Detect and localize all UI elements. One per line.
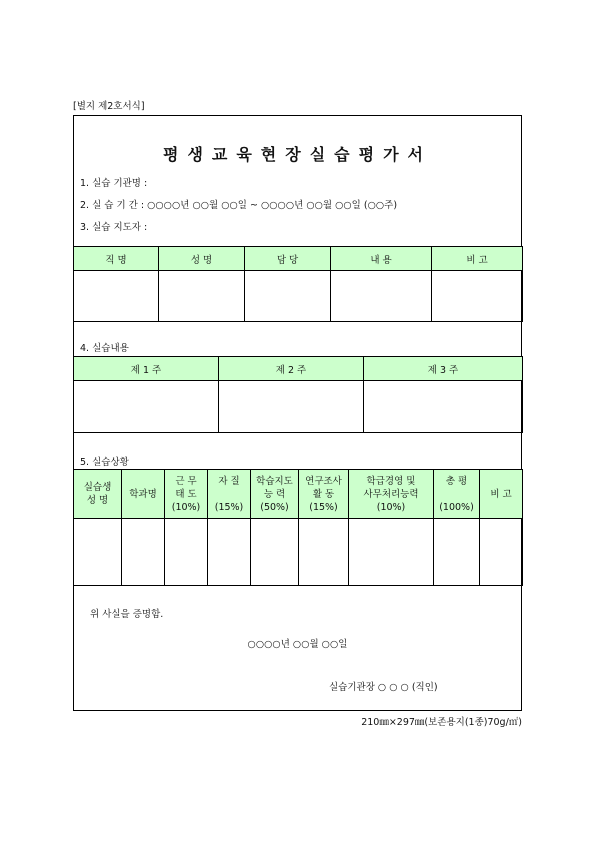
header-name: 성 명 xyxy=(159,247,245,271)
paper-specification: 210㎜×297㎜(보존용지(1종)70g/㎡) xyxy=(361,717,522,728)
section-training-content-label: 4. 실습내용 xyxy=(80,343,129,354)
section-training-status-label: 5. 실습상황 xyxy=(80,457,129,468)
evaluation-form xyxy=(73,115,522,711)
training-status-table xyxy=(73,469,523,586)
header-remarks: 비 고 xyxy=(480,470,523,519)
supervisor-position-cell[interactable] xyxy=(74,271,159,322)
supervisor-duty-cell[interactable] xyxy=(245,271,331,322)
header-remarks: 비 고 xyxy=(432,247,523,271)
header-week-1: 제 1 주 xyxy=(74,357,219,381)
supervisor-field: 3. 실습 지도자 : xyxy=(80,222,148,233)
weekly-content-table xyxy=(73,356,523,433)
aptitude-cell[interactable] xyxy=(208,519,251,586)
header-work-attitude: 근 무 태 도 (10%) xyxy=(165,470,208,519)
week-3-cell[interactable] xyxy=(364,381,523,433)
header-content: 내 용 xyxy=(331,247,432,271)
header-position: 직 명 xyxy=(74,247,159,271)
institution-head-signature: 실습기관장 ○ ○ ○ (직인) xyxy=(329,682,438,693)
header-overall-evaluation: 총 평 (100%) xyxy=(434,470,480,519)
header-department: 학과명 xyxy=(122,470,165,519)
header-student-name: 실습생 성 명 xyxy=(74,470,122,519)
header-teaching-ability: 학습지도 능 력 (50%) xyxy=(251,470,299,519)
institution-name-field: 1. 실습 기관명 : xyxy=(80,178,148,189)
week-2-cell[interactable] xyxy=(219,381,364,433)
header-class-management: 학급경영 및 사무처리능력 (10%) xyxy=(349,470,434,519)
work-attitude-cell[interactable] xyxy=(165,519,208,586)
header-duty: 담 당 xyxy=(245,247,331,271)
form-title: 평생교육현장실습평가서 xyxy=(162,145,433,164)
supervisor-content-cell[interactable] xyxy=(331,271,432,322)
supervisor-name-cell[interactable] xyxy=(159,271,245,322)
overall-evaluation-cell[interactable] xyxy=(434,519,480,586)
header-aptitude: 자 질 (15%) xyxy=(208,470,251,519)
confirmation-statement: 위 사실을 증명함. xyxy=(90,609,164,620)
header-week-2: 제 2 주 xyxy=(219,357,364,381)
form-number-label: [별지 제2호서식] xyxy=(73,101,145,112)
certification-date: ○○○○년 ○○월 ○○일 xyxy=(247,639,348,650)
department-cell[interactable] xyxy=(122,519,165,586)
supervisor-remarks-cell[interactable] xyxy=(432,271,523,322)
training-period-field: 2. 실 습 기 간 : ○○○○년 ○○월 ○○일 ~ ○○○○년 ○○월 ○○일 (○○주) xyxy=(80,200,398,211)
teaching-ability-cell[interactable] xyxy=(251,519,299,586)
header-research-activity: 연구조사 활 동 (15%) xyxy=(299,470,349,519)
research-activity-cell[interactable] xyxy=(299,519,349,586)
student-name-cell[interactable] xyxy=(74,519,122,586)
supervisor-table xyxy=(73,246,523,322)
remarks-cell[interactable] xyxy=(480,519,523,586)
class-management-cell[interactable] xyxy=(349,519,434,586)
header-week-3: 제 3 주 xyxy=(364,357,523,381)
week-1-cell[interactable] xyxy=(74,381,219,433)
